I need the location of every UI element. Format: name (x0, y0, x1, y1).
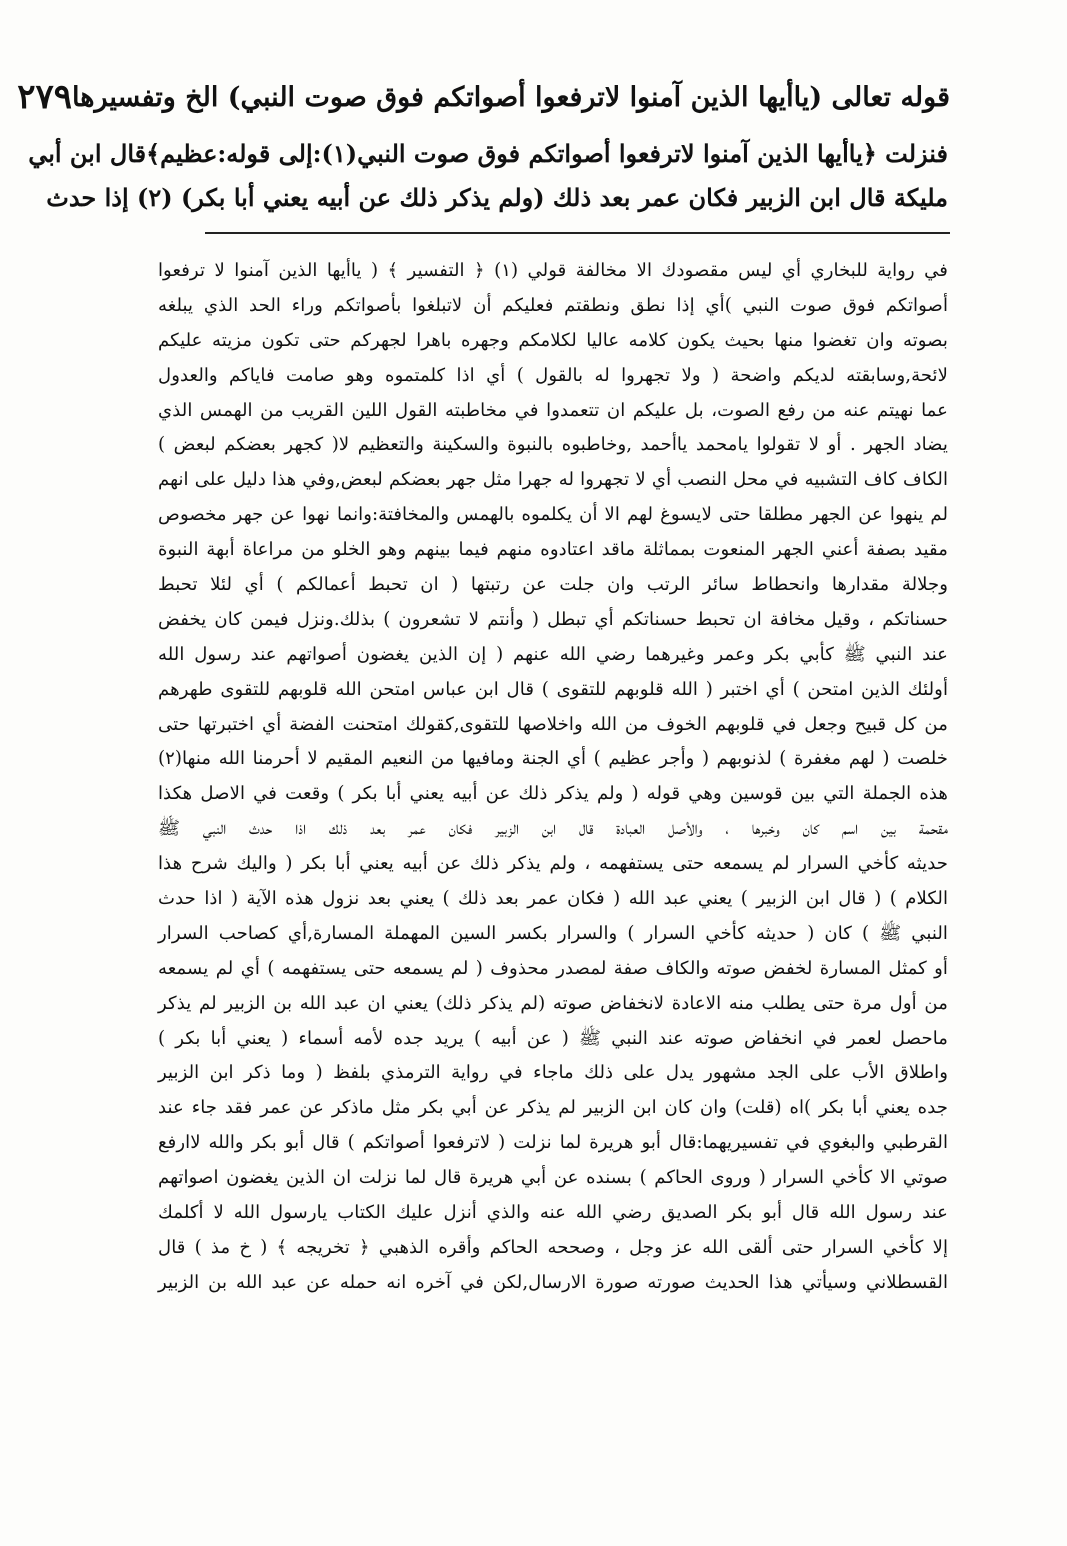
commentary-line: النبي ﷺ ) كان ( حديثه كأخي السرار ) والسرار بكسر السين المهملة المسارة,أي كصاحب السرار (158, 922, 948, 944)
section-divider (205, 232, 950, 234)
commentary-line: الكلام ) ( قال ابن الزبير ) يعني عبد الله ( فكان عمر بعد ذلك ) يعني بعد نزول هذه الآية ( اذا حدث (158, 888, 948, 910)
commentary-line: من أول مرة حتى يطلب منه الاعادة لانخفاض صوته (لم يذكر ذلك) يعني ان عبد الله بن الزبير لم يذكر (158, 992, 948, 1014)
commentary-line: أو كمثل المسارة لخفض صوته والكاف صفة لمصدر محذوف ( لم يسمعه حتى يستفهمه ) أي لم يسمعه (158, 957, 948, 979)
commentary-line: مقيد بصفة أعني الجهر المنعوت بمماثلة ماقد اعتادوه منهم فيما بينهم وهو الخلو من مراعاة أبهة النبوة (158, 539, 948, 561)
page-header (17, 72, 950, 122)
running-title: قوله تعالى (ياأيها الذين آمنوا لاترفعوا أصواتكم فوق صوت النبي) الخ وتفسيرها (71, 81, 950, 113)
commentary-line: من كل قبيح وجعل في قلوبهم الخوف من الله واخلاصها للتقوى,كقولك امتحنت الفضة أي اختبرتها حتى (158, 713, 948, 735)
commentary-line: لم ينهوا عن الجهر مطلقا حتى لايسوغ لهم الا أن يكلموه بالهمس والمخافتة:وانما نهوا عن جهر مخصوص (158, 504, 948, 526)
commentary-line: لائحة,وسابقته لديكم واضحة ( ولا تجهروا له بالقول ) أي اذا كلمتموه وهو صامت فاياكم والعدول (158, 364, 948, 386)
commentary-line: جده يعني أبا بكر )اه (قلت) وان كان ابن الزبير لم يذكر عن أبي بكر مثل ماذكر عن عمر فقد جاء عند (158, 1097, 948, 1119)
hadith-line: مليكة قال ابن الزبير فكان عمر بعد ذلك (ولم يذكر ذلك عن أبيه يعني أبا بكر) (٢) إذا حدث (46, 183, 948, 212)
hadith-line: فنزلت ﴿ياأيها الذين آمنوا لاترفعوا أصواتكم فوق صوت النبي(١):إلى قوله:عظيم﴾قال ابن أبي (28, 139, 948, 168)
commentary-line: أصواتكم فوق صوت النبي )أي إذا نطق ونطقتم فعليكم أن لاتبلغوا بأصواتكم وراء الحد الذي يبلغه (158, 294, 948, 316)
hadith-text (28, 132, 948, 220)
commentary-line: هذه الجملة التي بين قوسين وهي قوله ( ولم يذكر ذلك عن أبيه يعني أبا بكر ) وقعت في الاصل هكذا (158, 783, 948, 805)
commentary-line: أولئك الذين امتحن ) أي اختبر ( الله قلوبهم للتقوى ) قال ابن عباس امتحن الله قلوبهم للتقوى طهرهم (158, 678, 948, 700)
commentary-line: مقحمة بين اسم كان وخبرها ، والأصل العبادة قال ابن الزبير فكان عمر بعد ذلك اذا حدث النبي ﷺ (158, 818, 948, 840)
commentary-line: خلصت ( لهم مغفرة ) لذنوبهم ( وأجر عظيم ) أي الجنة ومافيها من النعيم المقيم لا أحرمنا الله منها(٢) (158, 748, 948, 770)
commentary-line: يضاد الجهر . أو لا تقولوا يامحمد ياأحمد ,وخاطبوه بالنبوة والسكينة والتعظيم لا( كجهر بعضكم لبعض ) (158, 434, 948, 456)
commentary-line: إلا كأخي السرار حتى ألقى الله عز وجل ، وصححه الحاكم وأقره الذهبي ﴿ تخريجه ﴾ ( خ مذ ) قال (158, 1236, 948, 1258)
commentary-line: في رواية للبخاري أي ليس مقصودك الا مخالفة قولي (١) ﴿ التفسير ﴾ ( ياأيها الذين آمنوا لا ترفعوا (158, 260, 948, 281)
commentary-line: حديثه كأخي السرار لم يسمعه حتى يستفهمه ، ولم يذكر ذلك عن أبيه يعني أبا بكر ( واليك شرح هذا (158, 853, 948, 875)
commentary-text (158, 254, 948, 1301)
commentary-line: عما نهيتم عنه من رفع الصوت، بل عليكم ان تتعمدوا في مخاطبته القول اللين القريب من الهمس الذي (158, 399, 948, 421)
commentary-line: وجلالة مقدارها وانحطاط سائر الرتب وان جلت عن رتبتها ( ان تحبط أعمالكم ) أي لئلا تحبط (158, 574, 948, 596)
commentary-line: صوتي الا كأخي السرار ( وروى الحاكم ) بسنده عن أبي هريرة قال لما نزلت ان الذين يغضون اصواتهم (158, 1167, 948, 1189)
commentary-line: حسناتكم ، وقيل مخافة ان تحبط حسناتكم أي تبطل ( وأنتم لا تشعرون ) بذلك.ونزل فيمن كان يخفض (158, 608, 948, 630)
commentary-line: عند رسول الله قال أبو بكر الصديق رضي الله عنه والذي أنزل عليك الكتاب يارسول الله لا أكلمك (158, 1202, 948, 1224)
commentary-line: الكاف كاف التشبيه في محل النصب أي لا تجهروا له جهرا مثل جهر بعضكم لبعض,وفي هذا دليل على انهم (158, 469, 948, 491)
page-number: ٢٧٩ (17, 77, 72, 117)
commentary-line: القرطبي والبغوي في تفسيريهما:قال أبو هريرة لما نزلت ( لاترفعوا أصواتكم ) قال أبو بكر والله لاارفع (158, 1132, 948, 1154)
commentary-line: واطلاق الأب على الجد مشهور يدل على ذلك ماجاء في رواية الترمذي بلفظ ( وما ذكر ابن الزبير (158, 1062, 948, 1084)
commentary-line: القسطلاني وسيأتي هذا الحديث صورته صورة الارسال,لكن في آخره انه حمله عن عبد الله بن الزبير (158, 1271, 948, 1293)
commentary-line: عند النبي ﷺ كأبي بكر وعمر وغيرهما رضي الله عنهم ( إن الذين يغضون أصواتهم عند رسول الله (158, 643, 948, 665)
commentary-line: بصوته وان تغضوا منها بحيث يكون كلامه عاليا لكلامكم وجهره باهرا لجهركم حتى تكون مزيته عليكم (158, 329, 948, 351)
commentary-line: ماحصل لعمر في انخفاض صوته عند النبي ﷺ ( عن أبيه ) يريد جده لأمه أسماء ( يعني أبا بكر ) (158, 1027, 948, 1049)
